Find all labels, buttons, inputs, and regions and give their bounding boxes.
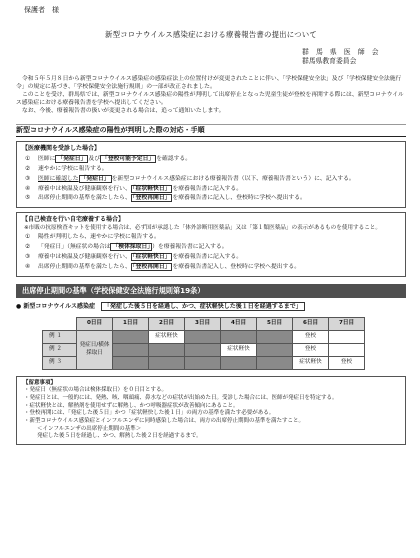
step-text: を療養報告書に記入する。 (172, 185, 243, 192)
procedure-step (22, 264, 400, 272)
highlight-onset-day: 「発症日」 (57, 155, 87, 162)
remark-item: ・新型コロナウイルス感染症とインフルエンザに同時感染した場合は、両方の出席停止期間の基準を満たすこと。 (24, 418, 304, 425)
influenza-criteria-title: ＜インフルエンザの出席停止期間の基準＞ (37, 425, 142, 432)
period-rule-line (16, 303, 406, 311)
step-text: 出席停止期間の基準を満たしたら、 (38, 195, 131, 202)
step-text: ）を療養報告書に記入する。 (152, 244, 228, 251)
example-label: 例 ３ (43, 356, 77, 369)
suspension-cell (221, 356, 257, 369)
day-header: 0日目 (77, 317, 113, 330)
step-text: を確認する。 (156, 155, 191, 162)
suspension-cell (257, 343, 293, 356)
step-number: ⑤ (25, 195, 31, 202)
addressee: 保護者 様 (24, 6, 59, 14)
suspension-cell (113, 330, 149, 343)
highlight-symptom-relief-day: 「症状軽快日」 (132, 185, 171, 192)
step-text: 及び (88, 155, 101, 162)
procedure-step (22, 195, 400, 203)
step-text: を療養報告書記入し、登校時に学校へ提出する。 (172, 264, 300, 271)
issuer-medical-association: 群 馬 県 医 師 会 (302, 47, 382, 56)
step-number: ② (25, 244, 31, 251)
intro-paragraph: このことを受け、群馬県では、新型コロナウイルス感染症の陽性が判明して出席停止となった児童生徒が登校を再開する際には、新型コロナウイルス感染症における療養報告書を学校へ提出してください。 (16, 91, 404, 107)
document-title: 新型コロナウイルス感染症における療養報告書の提出について (105, 29, 317, 39)
suspension-cell (257, 356, 293, 369)
step-number: ① (25, 234, 31, 241)
step-text: を新型コロナウイルス感染症における療養報告書（以下、療養報告書という）に、記入する。 (111, 175, 355, 182)
day-header: 3日目 (185, 317, 221, 330)
suspension-cell (257, 330, 293, 343)
period-rule-text: 「発症した後５日を経過し、かつ、症状軽快した後１日を経過するまで」 (101, 302, 305, 311)
schedule-header-row (43, 317, 365, 330)
step-text: 速やかに学校に報告する。 (38, 165, 108, 172)
empty-cell (329, 343, 365, 356)
self-test-title: 【自己検査を行い自宅療養する場合】 (22, 216, 125, 224)
day-header: 5日目 (257, 317, 293, 330)
return-to-school-cell: 登校 (293, 330, 329, 343)
section-heading-procedure: 新型コロナウイルス感染症の陽性が判明した際の対応・手順 (16, 124, 406, 138)
symptom-relief-cell: 症状軽快 (221, 343, 257, 356)
step-text: 医師に (38, 155, 56, 162)
remark-item: ・症状軽快とは、解熱剤を使用せずに解熱し、かつ呼吸器症状が改善傾向にあること。 (24, 402, 239, 409)
step-text: 「発症日」（無症状の場合は (38, 244, 111, 251)
procedure-step (22, 234, 400, 242)
symptom-relief-cell: 症状軽快 (149, 330, 185, 343)
procedure-step (22, 186, 400, 194)
highlight-symptom-relief-day: 「症状軽快日」 (132, 254, 171, 261)
remarks-title: 【留意事項】 (23, 379, 57, 386)
self-test-note: ※市販の抗原検査キットを使用する場合は、必ず国が承認した「体外診断用医薬品」又は「第１類医薬品」の表示があるものを使用すること。 (24, 224, 381, 231)
intro-paragraph: 令和５年５月８日から新型コロナウイルス感染症の感染症法上の位置付けが変更されたことに伴い、「学校保健安全法」及び「学校保健安全法施行令」の規定に基づき、「学校保健安全法施行規則」の一部が改正されました。 (16, 75, 402, 90)
day-header: 4日目 (221, 317, 257, 330)
influenza-criteria-text: 発症した後５日を経過し、かつ、解熱した後２日を経過するまで。 (37, 433, 202, 440)
highlight-onset-day: 「発症日」 (80, 175, 110, 182)
suspension-cell (113, 356, 149, 369)
section-heading-suspension-period: 出席停止期間の基準（学校保健安全法施行規則第19条） (16, 284, 406, 298)
return-to-school-cell: 登校 (293, 343, 329, 356)
step-number: ④ (25, 264, 31, 271)
day-header: 6日目 (293, 317, 329, 330)
medical-visit-box (16, 141, 406, 208)
example-label: 例 ２ (43, 343, 77, 356)
intro-text (16, 75, 406, 116)
suspension-cell (221, 330, 257, 343)
highlight-return-day: 「登校再開日」 (132, 264, 171, 271)
schedule-row-example-1 (43, 330, 365, 343)
step-number: ② (25, 165, 31, 172)
remark-item: ・発症日（無症状の場合は検体採取日）を０日目とする。 (24, 387, 168, 394)
highlight-return-day: 「登校再開日」 (132, 195, 171, 202)
suspension-cell (185, 356, 221, 369)
issuer-block (302, 48, 406, 66)
remark-item: ・発症日とは、一般的には、発熱、咳、咽頭痛、鼻水などの症状が出始めた日。受診した場合には、医師が発症日を特定する。 (24, 394, 338, 401)
onset-day-cell: 発症日/横体採取日 (77, 330, 113, 369)
symptom-relief-cell: 症状軽快 (293, 356, 329, 369)
step-text: 出席停止期間の基準を満たしたら、 (38, 264, 131, 271)
empty-cell (329, 330, 365, 343)
step-text: を療養報告書に記入する。 (172, 254, 243, 261)
step-text: 療養中は検温及び健康観察を行い、 (38, 185, 131, 192)
intro-paragraph: なお、今後、療養報告書の扱いが変更される場合は、追って通知いたします。 (22, 108, 225, 115)
suspension-cell (149, 343, 185, 356)
step-number: ③ (25, 254, 31, 261)
suspension-schedule-table (42, 317, 365, 370)
return-to-school-cell: 登校 (329, 356, 365, 369)
highlight-school-date: 「登校可能予定日」 (102, 155, 155, 162)
procedure-step (22, 176, 400, 184)
remark-item: ・登校再開には、「発症した後５日」かつ「症状軽快した後１日」の両方の基準を満たす必要がある。 (24, 410, 275, 417)
procedure-step (22, 254, 400, 262)
schedule-corner (43, 317, 77, 330)
self-test-box (16, 212, 406, 277)
day-header: 7日目 (329, 317, 365, 330)
issuer-board-of-education: 群馬県教育委員会 (302, 56, 357, 65)
step-text: 療養中は検温及び健康観察を行い、 (38, 254, 131, 261)
procedure-step (22, 156, 400, 164)
suspension-cell (149, 356, 185, 369)
highlight-sample-day: 「検体採取日」 (112, 244, 151, 251)
step-number: ④ (25, 185, 31, 192)
suspension-cell (113, 343, 149, 356)
remarks-box (16, 376, 406, 446)
step-text: を療養報告書に記入し、登校時に学校へ提出する。 (172, 195, 306, 202)
suspension-cell (185, 330, 221, 343)
suspension-cell (185, 343, 221, 356)
step-text: 医師に確認した (38, 175, 79, 182)
step-number: ③ (25, 175, 31, 182)
period-disease-label: ● 新型コロナウイルス感染症 (16, 303, 95, 311)
day-header: 1日目 (113, 317, 149, 330)
procedure-step (22, 166, 400, 174)
example-label: 例 １ (43, 330, 77, 343)
medical-visit-title: 【医療機関を受診した場合】 (22, 145, 101, 153)
day-header: 2日目 (149, 317, 185, 330)
step-text: 陽性が判明したら、速やかに学校に報告する。 (38, 234, 160, 241)
step-number: ① (25, 155, 31, 162)
procedure-step (22, 244, 400, 252)
